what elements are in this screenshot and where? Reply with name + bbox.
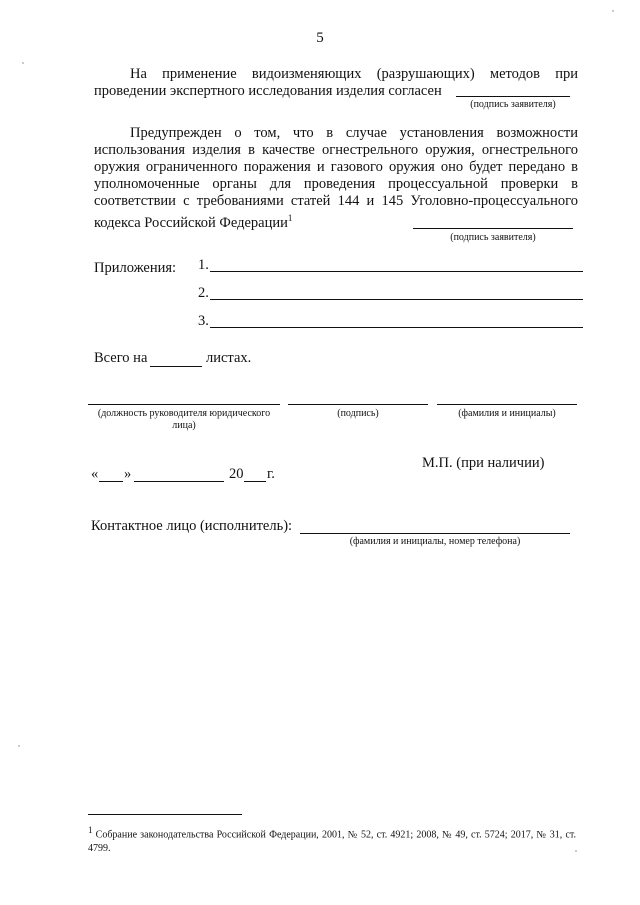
- page-number: 5: [316, 30, 324, 46]
- footnote-mark: 1: [88, 825, 93, 835]
- signature-line[interactable]: [288, 404, 428, 405]
- footnote-separator: [88, 814, 242, 815]
- contact-caption: (фамилия и инициалы, номер телефона): [349, 536, 521, 547]
- scan-speck: [22, 62, 24, 64]
- warning-signature-line[interactable]: [413, 228, 573, 229]
- scan-speck: [18, 745, 20, 747]
- footnote-reference: 1: [287, 213, 293, 223]
- position-line[interactable]: [88, 404, 280, 405]
- date-open-quote: «: [91, 466, 99, 482]
- attachment-number-1: 1.: [198, 257, 209, 273]
- contact-line[interactable]: [300, 533, 570, 534]
- warning-signature-caption: (подпись заявителя): [450, 232, 536, 243]
- date-day-line[interactable]: [99, 481, 123, 482]
- date-year-suffix: г.: [267, 466, 275, 482]
- signature-caption: (подпись): [337, 408, 379, 419]
- attachment-number-2: 2.: [198, 285, 209, 301]
- warning-paragraph: [94, 125, 578, 232]
- attachments-label: Приложения:: [94, 260, 177, 276]
- name-line[interactable]: [437, 404, 577, 405]
- attachment-line-1[interactable]: [210, 271, 583, 272]
- total-prefix: Всего на: [94, 350, 148, 366]
- name-caption: (фамилия и инициалы): [458, 408, 556, 419]
- stamp-label: М.П. (при наличии): [422, 455, 545, 471]
- total-suffix: листах.: [206, 350, 252, 366]
- consent-signature-caption: (подпись заявителя): [470, 99, 556, 110]
- consent-paragraph: [94, 66, 578, 100]
- consent-signature-line[interactable]: [456, 96, 570, 97]
- attachment-line-3[interactable]: [210, 327, 583, 328]
- sheet-count-line[interactable]: [150, 366, 202, 367]
- consent-text: На применение видоизменяющих (разрушающих) методов при проведении экспертного исследования изделия согласен: [94, 66, 578, 99]
- scan-speck: [612, 10, 614, 12]
- footnote-text: Собрание законодательства Российской Федерации, 2001, № 52, ст. 4921; 2008, № 49, ст. 5724; 2017, № 31, ст. 4799.: [88, 829, 576, 855]
- footnote: [88, 823, 576, 856]
- date-year-line[interactable]: [244, 481, 266, 482]
- scan-speck: [575, 850, 577, 852]
- date-close-quote: »: [124, 466, 132, 482]
- date-month-line[interactable]: [134, 481, 224, 482]
- attachment-line-2[interactable]: [210, 299, 583, 300]
- warning-text: Предупрежден о том, что в случае установления возможности использования изделия в качестве огнестрельного оружия, огнестрельного оружия ограниченного поражения и газового оружия оно будет передано в уполномоченные органы для проведения процессуальной проверки в соответствии с требованиями статей 144 и 145 Уголовно-процессуального кодекса Российской Федерации: [94, 125, 578, 231]
- contact-label: Контактное лицо (исполнитель):: [91, 518, 293, 534]
- position-caption: (должность руководителя юридического лица): [97, 408, 271, 431]
- date-year-prefix: 20: [229, 466, 244, 482]
- attachment-number-3: 3.: [198, 313, 209, 329]
